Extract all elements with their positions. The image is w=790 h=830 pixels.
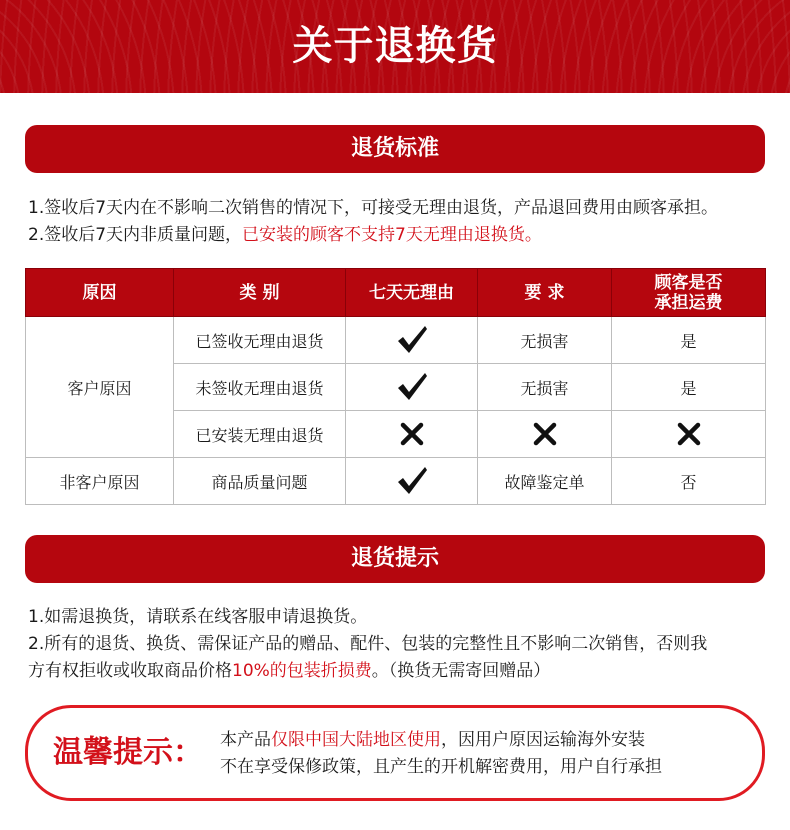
notice-line-1-highlight: 仅限中国大陆地区使用 [271,730,441,750]
notice-line-1 [220,728,645,752]
header-requirement: 要 求 [478,269,612,317]
table-row [26,458,766,505]
return-policy-table [25,268,766,505]
header-shipping-line2: 承担运费 [654,292,723,313]
notice-line-1-suffix: ，因用户原因运输海外安装 [441,730,645,750]
header-seven-days: 七天无理由 [346,269,478,317]
tip-line-2: 2.所有的退货、换货、需保证产品的赠品、配件、包装的完整性且不影响二次销售，否则我 [28,634,708,654]
notice-line-2: 不在享受保修政策，且产生的开机解密费用，用户自行承担 [220,757,662,777]
cross-icon [677,422,701,446]
table-header-row [26,269,766,317]
standard-rule-2-highlight: 已安装的顾客不支持7天无理由退换货。 [242,225,542,245]
category-cell: 已签收无理由退货 [174,317,346,364]
header-category: 类 别 [174,269,346,317]
tip-line-3 [28,659,550,683]
requirement-cell: 无损害 [478,317,612,364]
notice-line-1-text: 本产品 [220,730,271,750]
notice-box [25,705,765,801]
standard-rule-2-text: 2.签收后7天内非质量问题， [28,225,243,245]
requirement-cell: 无损害 [478,364,612,411]
seven-days-cell [346,458,478,505]
standard-rule-1: 1.签收后7天内在不影响二次销售的情况下，可接受无理由退货，产品退回费用由顾客承担。 [28,198,719,218]
tip-line-3-suffix: 。（换货无需寄回赠品） [371,661,551,681]
tip-line-3-highlight: 10%的包装折损费 [232,661,372,681]
category-cell: 商品质量问题 [174,458,346,505]
shipping-cell [612,411,766,458]
cross-icon [533,422,557,446]
shipping-cell: 否 [612,458,766,505]
seven-days-cell [346,317,478,364]
section-header-return-tips: 退货提示 [25,535,765,583]
header-reason: 原因 [26,269,174,317]
cross-icon [400,422,424,446]
seven-days-cell [346,364,478,411]
table-row [26,317,766,364]
requirement-cell [478,411,612,458]
requirement-cell: 故障鉴定单 [478,458,612,505]
check-icon [396,324,428,356]
category-cell: 未签收无理由退货 [174,364,346,411]
seven-days-cell [346,411,478,458]
header-shipping [612,269,766,317]
check-icon [396,371,428,403]
check-icon [396,465,428,497]
notice-title: 温馨提示： [53,735,203,770]
tip-line-3-text: 方有权拒收或收取商品价格 [28,661,232,681]
header-shipping-line1: 顾客是否 [654,272,723,293]
section-header-return-standard: 退货标准 [25,125,765,173]
shipping-cell: 是 [612,364,766,411]
shipping-cell: 是 [612,317,766,364]
standard-rule-2 [28,223,542,247]
reason-non-customer: 非客户原因 [26,458,174,505]
tip-line-1: 1.如需退换货，请联系在线客服申请退换货。 [28,607,368,627]
page-title: 关于退换货 [292,23,498,69]
category-cell: 已安装无理由退货 [174,411,346,458]
reason-customer: 客户原因 [26,317,174,458]
